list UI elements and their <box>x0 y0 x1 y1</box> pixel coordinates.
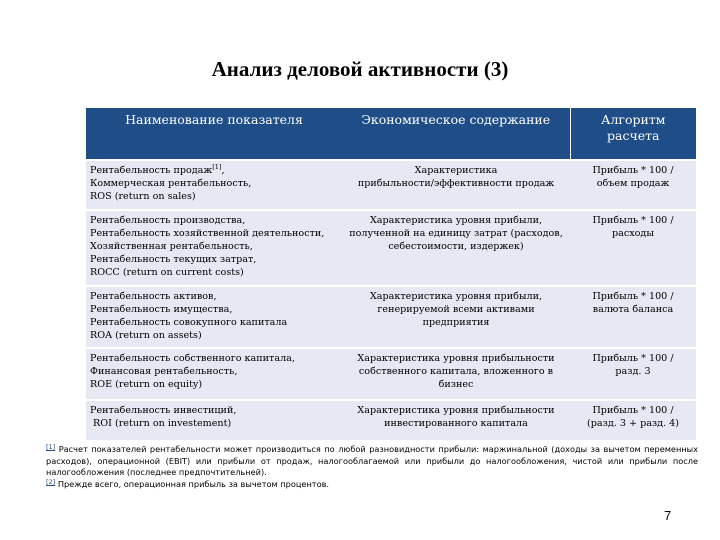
header-algorithm-line2: расчета <box>607 128 660 143</box>
footnote-mark[interactable]: [1] <box>46 443 56 451</box>
slide-title: Анализ деловой активности (3) <box>211 57 509 81</box>
indicator-line: Рентабельность производства, <box>90 215 246 226</box>
page-number: 7 <box>664 508 672 523</box>
content-cell <box>342 210 570 286</box>
footnote-text: Прежде всего, операционная прибыль за вычетом процентов. <box>55 478 330 489</box>
content-line: Характеристика уровня прибыли, <box>369 215 543 226</box>
algorithm-cell <box>570 210 696 286</box>
algorithm-line: разд. 3 <box>615 366 651 377</box>
content-cell <box>342 286 570 348</box>
indicator-line: ROA (return on assets) <box>90 330 202 341</box>
footnote-1 <box>46 444 698 479</box>
algorithm-line: Прибыль * 100 / <box>592 215 674 226</box>
indicators-table <box>86 108 696 440</box>
content-line: генерируемой всеми активами <box>377 304 535 315</box>
indicator-line: Рентабельность инвестиций, <box>90 405 237 416</box>
algorithm-line: (разд. 3 + разд. 4) <box>586 418 680 429</box>
content-line: Характеристика уровня прибыльности <box>357 405 555 416</box>
indicator-line: ROI (return on investement) <box>90 418 232 429</box>
indicator-cell <box>86 210 342 286</box>
content-cell <box>342 348 570 400</box>
algorithm-line: расходы <box>612 228 654 239</box>
header-algorithm <box>570 108 696 160</box>
content-line: инвестированного капитала <box>384 418 528 429</box>
algorithm-line: Прибыль * 100 / <box>592 353 674 364</box>
indicator-line: Рентабельность имущества, <box>90 304 233 315</box>
algorithm-cell <box>570 400 696 440</box>
indicator-cell <box>86 400 342 440</box>
algorithm-line: объем продаж <box>596 178 670 189</box>
content-line: собственного капитала, вложенного в <box>358 366 554 377</box>
table-row <box>86 210 696 286</box>
algorithm-line: Прибыль * 100 / <box>592 291 674 302</box>
table-row <box>86 160 696 210</box>
indicator-cell <box>86 348 342 400</box>
indicator-line: Рентабельность текущих затрат, <box>90 254 257 265</box>
indicator-line: Хозяйственная рентабельность, <box>90 241 253 252</box>
content-line: Характеристика <box>414 165 498 176</box>
table-header-row <box>86 108 696 160</box>
algorithm-cell <box>570 160 696 210</box>
content-cell <box>342 160 570 210</box>
content-cell <box>342 400 570 440</box>
algorithm-cell <box>570 286 696 348</box>
table-row <box>86 286 696 348</box>
footnote-ref[interactable]: [1] <box>212 163 222 171</box>
indicator-line: Рентабельность продаж <box>90 165 213 176</box>
footnote-mark[interactable]: [2] <box>46 477 56 486</box>
header-content: Экономическое содержание <box>342 108 570 160</box>
indicator-ref-tail: , <box>221 165 225 176</box>
indicator-cell <box>86 286 342 348</box>
header-indicator: Наименование показателя <box>86 108 342 160</box>
footnotes <box>46 444 698 490</box>
algorithm-line: Прибыль * 100 / <box>592 405 674 416</box>
algorithm-cell <box>570 348 696 400</box>
indicator-line: ROCC (return on current costs) <box>90 267 244 278</box>
indicator-line: Рентабельность активов, <box>90 291 217 302</box>
content-line: предприятия <box>422 317 490 328</box>
indicator-line: ROE (return on equity) <box>90 379 203 390</box>
content-line: прибыльности/эффективности продаж <box>357 178 555 189</box>
indicator-line: ROS (return on sales) <box>90 191 196 202</box>
indicator-line: Коммерческая рентабельность, <box>90 178 252 189</box>
table-row <box>86 348 696 400</box>
content-line: полученной на единицу затрат (расходов, <box>349 228 563 239</box>
content-line: себестоимости, издержек) <box>388 241 524 252</box>
header-algorithm-line1: Алгоритм <box>601 112 666 127</box>
algorithm-line: валюта баланса <box>592 304 674 315</box>
indicator-line: Рентабельность хозяйственной деятельности, <box>90 228 325 239</box>
indicator-line: Рентабельность совокупного капитала <box>90 317 288 328</box>
indicator-line: Финансовая рентабельность, <box>90 366 238 377</box>
footnote-2 <box>46 479 698 491</box>
indicator-cell <box>86 160 342 210</box>
footnote-text: Расчет показателей рентабельности может производиться по любой разновидности прибыли: маржинальной (доходы за вычетом переменных расходов), операционной (EBIT) или прибыли от продаж, налогооблагаемой или прибыли до налогообложения, чистой или прибыли после налогообложения (последнее предпочтительней). <box>46 444 698 477</box>
indicator-line: Рентабельность собственного капитала, <box>90 353 295 364</box>
content-line: Характеристика уровня прибыльности <box>357 353 555 364</box>
content-line: бизнес <box>438 379 474 390</box>
algorithm-line: Прибыль * 100 / <box>592 165 674 176</box>
content-line: Характеристика уровня прибыли, <box>369 291 543 302</box>
table-row <box>86 400 696 440</box>
